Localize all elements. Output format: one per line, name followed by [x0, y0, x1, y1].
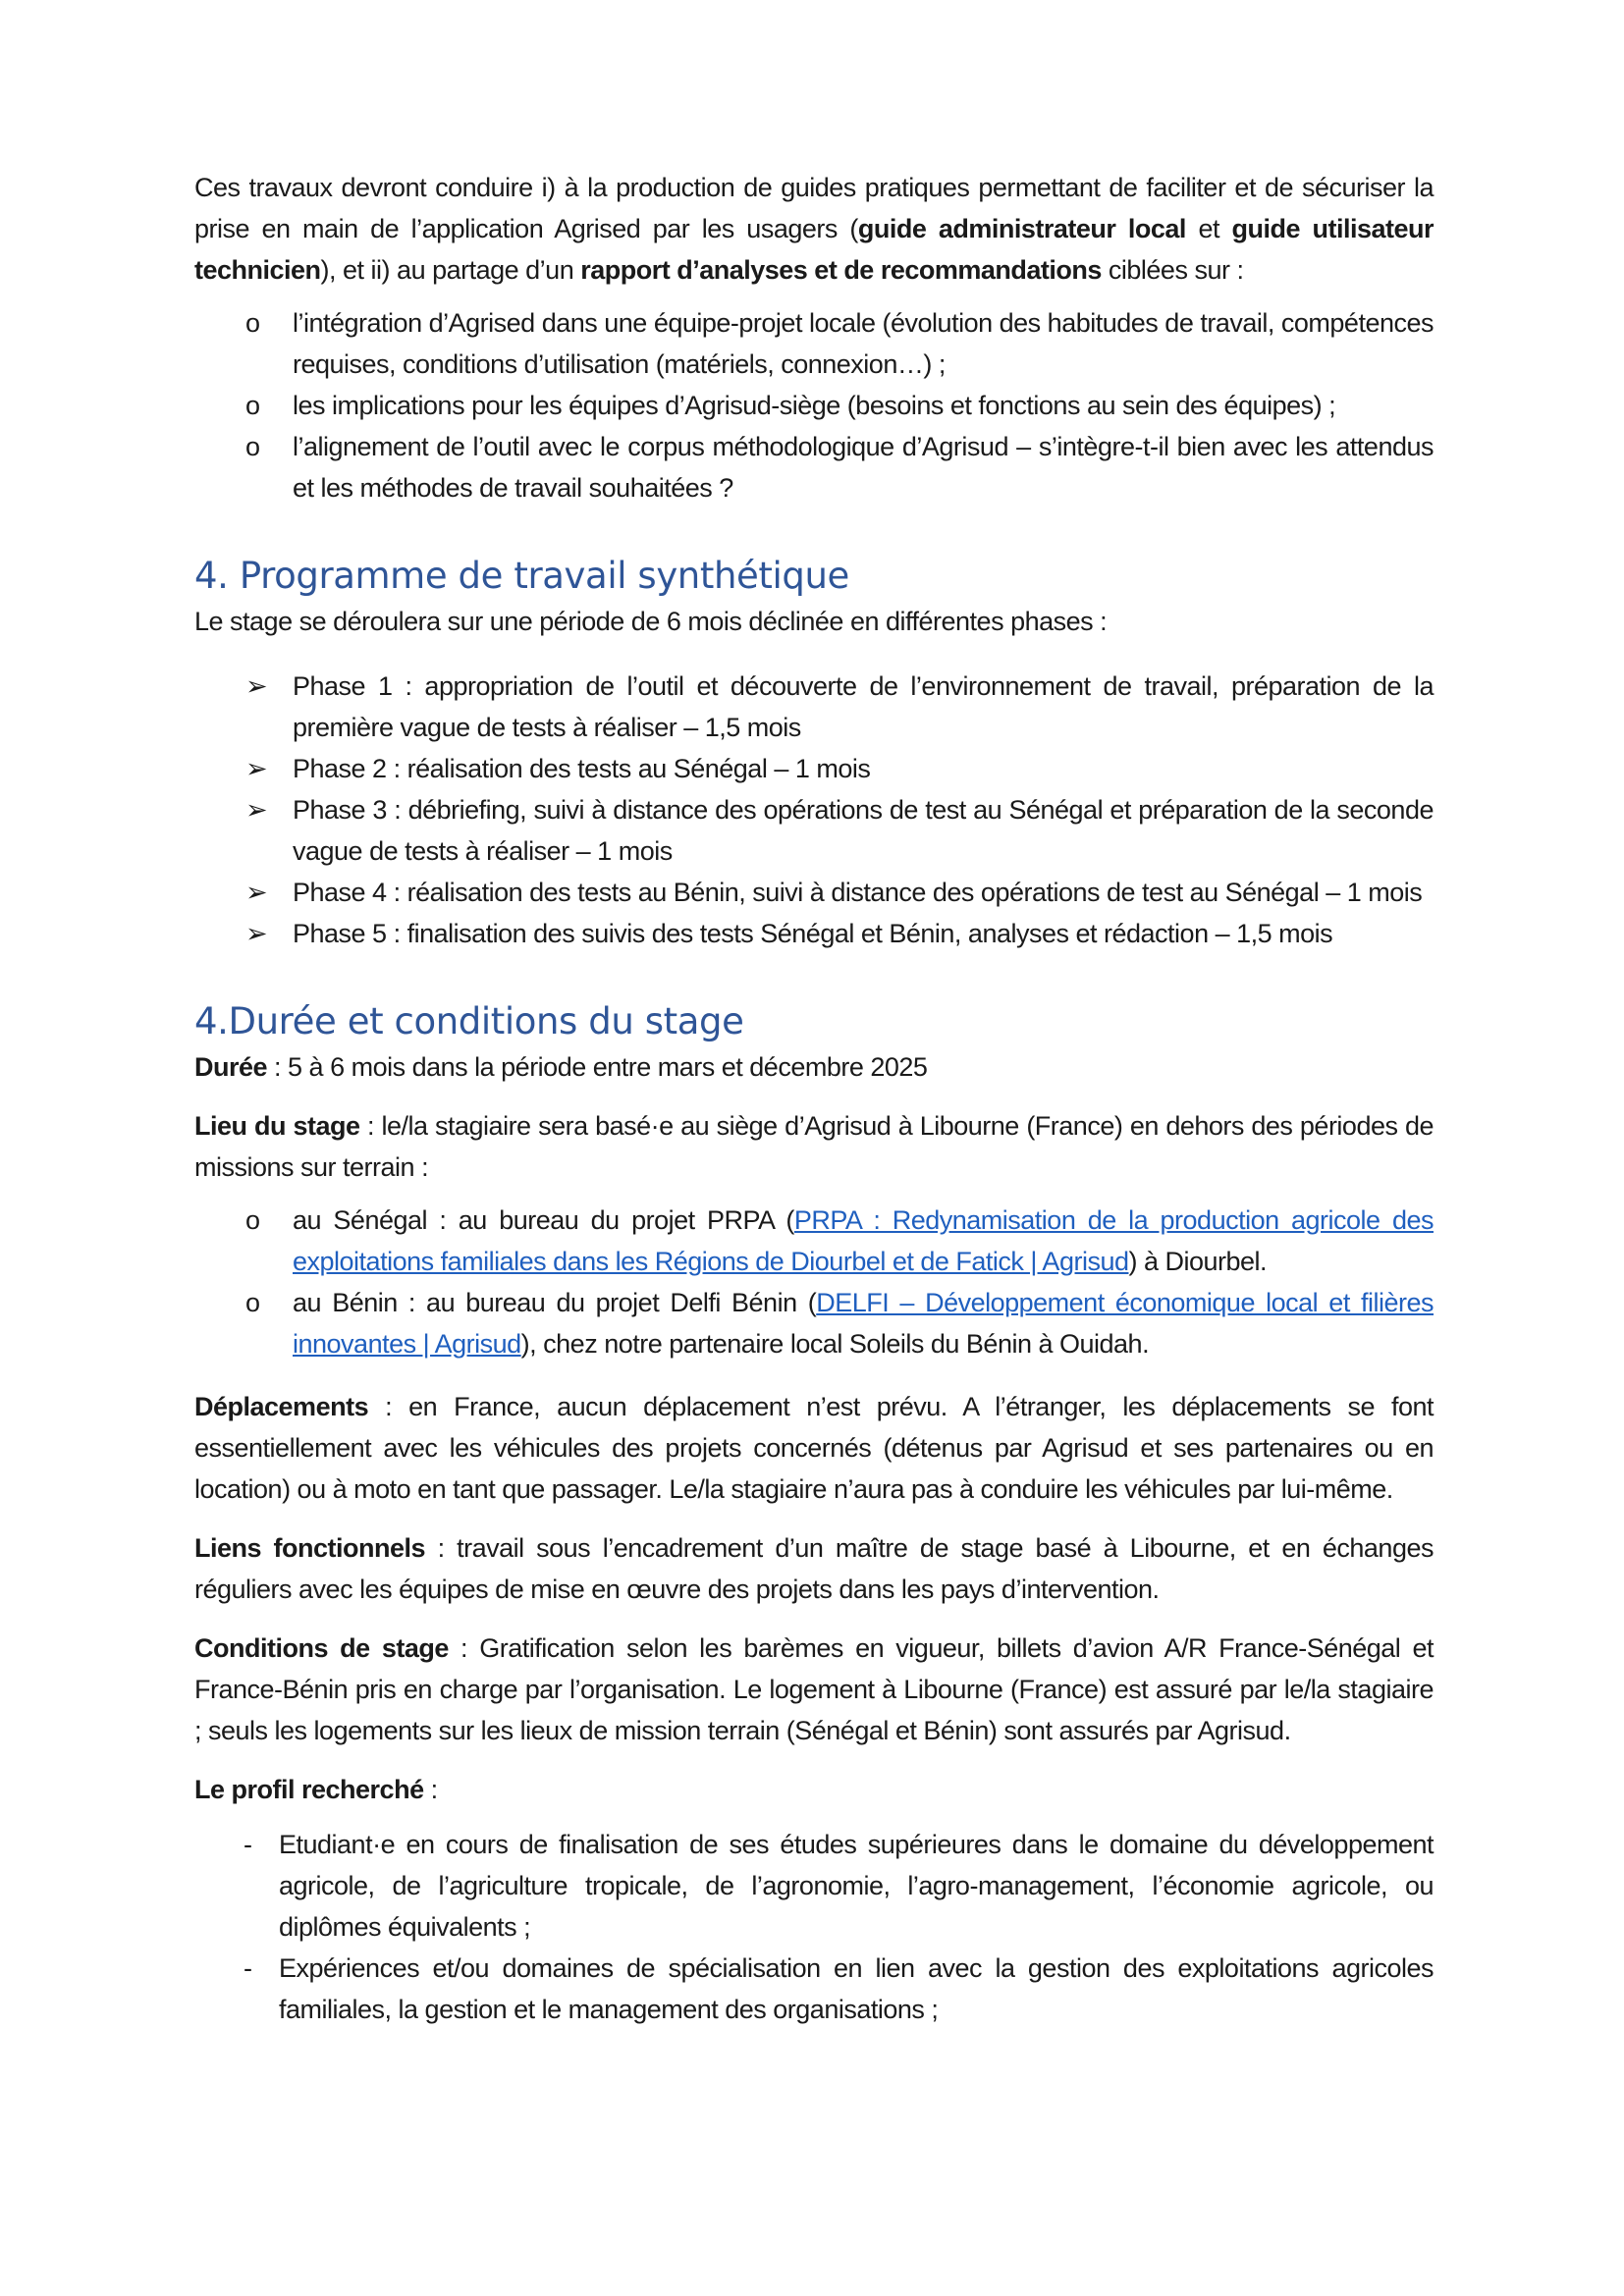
arrow-bullet-icon: ➢	[245, 795, 268, 825]
conditions-paragraph	[194, 1628, 1434, 1751]
intro-bold-guide-user: guide utilisateur technicien	[194, 214, 1434, 285]
analysis-item-text: l’intégration d’Agrised dans une équipe-projet locale (évolution des habitudes de travail, compétences requises, conditions d’utilisation (matériels, connexion…) ;	[293, 308, 1434, 379]
analysis-item	[194, 302, 1434, 385]
phase-text: Phase 3 : débriefing, suivi à distance des opérations de test au Sénégal et préparation de la seconde vague de tests à réaliser – 1 mois	[293, 795, 1434, 866]
arrow-bullet-icon: ➢	[245, 754, 268, 783]
prpa-project-link[interactable]: PRPA : Redynamisation de la production agricole des exploitations familiales dans les Régions de Diourbel et de Fatick | Agrisud	[293, 1205, 1434, 1276]
profil-list	[194, 1824, 1434, 2030]
document-body	[194, 167, 1434, 2052]
lieu-list	[194, 1200, 1434, 1364]
profil-text: :	[423, 1775, 438, 1804]
dash-bullet-icon: -	[244, 1830, 252, 1859]
intro-text: ), et ii) au partage d’un	[320, 255, 581, 285]
intro-paragraph	[194, 167, 1434, 291]
lieu-item-text: au Bénin : au bureau du projet Delfi Bénin (	[293, 1288, 817, 1317]
circle-bullet-icon: o	[245, 1288, 260, 1317]
phase-text: Phase 1 : appropriation de l’outil et découverte de l’environnement de travail, préparation de la première vague de tests à réaliser – 1,5 mois	[293, 671, 1434, 742]
duree-label: Durée	[194, 1052, 268, 1082]
phase-text: Phase 4 : réalisation des tests au Bénin, suivi à distance des opérations de test au Sénégal – 1 mois	[293, 878, 1423, 907]
circle-bullet-icon: o	[245, 308, 260, 338]
lieu-text: : le/la stagiaire sera basé·e au siège d’Agrisud à Libourne (France) en dehors des périodes de missions sur terrain :	[194, 1111, 1435, 1182]
phase-item	[194, 872, 1434, 913]
section-heading-conditions: 4.Durée et conditions du stage	[194, 1000, 744, 1042]
profil-label: Le profil recherché	[194, 1775, 424, 1804]
lieu-item-text: ) à Diourbel.	[1128, 1247, 1268, 1276]
duree-text: : 5 à 6 mois dans la période entre mars et décembre 2025	[267, 1052, 928, 1082]
conditions-text: : Gratification selon les barèmes en vigueur, billets d’avion A/R France-Sénégal et France-Bénin pris en charge par l’organisation. Le logement à Libourne (France) est assuré par le/la stagiaire ; seuls les logements sur les lieux de mission terrain (Sénégal et Bénin) sont assurés par Agrisud.	[194, 1633, 1434, 1745]
phase-item	[194, 748, 1434, 789]
arrow-bullet-icon: ➢	[245, 919, 268, 948]
deplacements-text: : en France, aucun déplacement n’est prévu. A l’étranger, les déplacements se font essentiellement avec les véhicules des projets concernés (détenus par Agrisud et ses partenaires ou en location) ou à moto en tant que passager. Le/la stagiaire n’aura pas à conduire les véhicules par lui-même.	[194, 1392, 1434, 1504]
deplacements-label: Déplacements	[194, 1392, 369, 1421]
profil-item-text: Expériences et/ou domaines de spécialisation en lien avec la gestion des exploitations agricoles familiales, la gestion et le management des organisations ;	[279, 1953, 1434, 2024]
phase-item	[194, 789, 1434, 872]
liens-paragraph	[194, 1527, 1434, 1610]
deplacements-paragraph	[194, 1386, 1434, 1510]
intro-text: ciblées sur :	[1101, 255, 1244, 285]
lieu-item-text: ), chez notre partenaire local Soleils du Bénin à Ouidah.	[520, 1329, 1150, 1359]
program-intro: Le stage se déroulera sur une période de 6 mois déclinée en différentes phases :	[194, 607, 1108, 636]
profil-paragraph	[194, 1769, 1434, 1810]
profil-item-text: Etudiant·e en cours de finalisation de ses études supérieures dans le domaine du développement agricole, de l’agriculture tropicale, de l’agronomie, l’agro-management, l’économie agricole, ou diplômes équivalents ;	[279, 1830, 1434, 1942]
phase-text: Phase 5 : finalisation des suivis des tests Sénégal et Bénin, analyses et rédaction – 1,5 mois	[293, 919, 1333, 948]
lieu-label: Lieu du stage	[194, 1111, 360, 1141]
intro-bold-guide-admin: guide administrateur local	[857, 214, 1186, 243]
profil-item	[194, 1948, 1434, 2030]
phase-list	[194, 666, 1434, 954]
profil-item	[194, 1824, 1434, 1948]
delfi-project-link[interactable]: DELFI – Développement économique local et filières innovantes | Agrisud	[293, 1288, 1434, 1359]
lieu-item-text: au Sénégal : au bureau du projet PRPA (	[293, 1205, 794, 1235]
arrow-bullet-icon: ➢	[245, 878, 268, 907]
circle-bullet-icon: o	[245, 432, 260, 461]
conditions-label: Conditions de stage	[194, 1633, 449, 1663]
dash-bullet-icon: -	[244, 1953, 252, 1983]
circle-bullet-icon: o	[245, 1205, 260, 1235]
arrow-bullet-icon: ➢	[245, 671, 268, 701]
phase-item	[194, 666, 1434, 748]
intro-text: et	[1185, 214, 1232, 243]
section-heading-program: 4. Programme de travail synthétique	[194, 555, 849, 597]
lieu-item-benin	[194, 1282, 1434, 1364]
phase-text: Phase 2 : réalisation des tests au Sénégal – 1 mois	[293, 754, 871, 783]
phase-item	[194, 913, 1434, 954]
intro-bold-report: rapport d’analyses et de recommandations	[580, 255, 1102, 285]
analysis-list	[194, 302, 1434, 508]
liens-label: Liens fonctionnels	[194, 1533, 426, 1563]
intro-text: Ces travaux devront conduire i) à la production de guides pratiques permettant de faciliter et de sécuriser la prise en main de l’application Agrised par les usagers (	[194, 173, 1434, 243]
duree-paragraph	[194, 1046, 1434, 1088]
analysis-item-text: l’alignement de l’outil avec le corpus méthodologique d’Agrisud – s’intègre-t-il bien avec les attendus et les méthodes de travail souhaitées ?	[293, 432, 1434, 503]
analysis-item-text: les implications pour les équipes d’Agrisud-siège (besoins et fonctions au sein des équipes) ;	[293, 391, 1336, 420]
analysis-item	[194, 426, 1434, 508]
analysis-item	[194, 385, 1434, 426]
lieu-item-senegal	[194, 1200, 1434, 1282]
lieu-paragraph	[194, 1105, 1434, 1188]
circle-bullet-icon: o	[245, 391, 260, 420]
liens-text: : travail sous l’encadrement d’un maître de stage basé à Libourne, et en échanges réguliers avec les équipes de mise en œuvre des projets dans les pays d’intervention.	[194, 1533, 1434, 1604]
